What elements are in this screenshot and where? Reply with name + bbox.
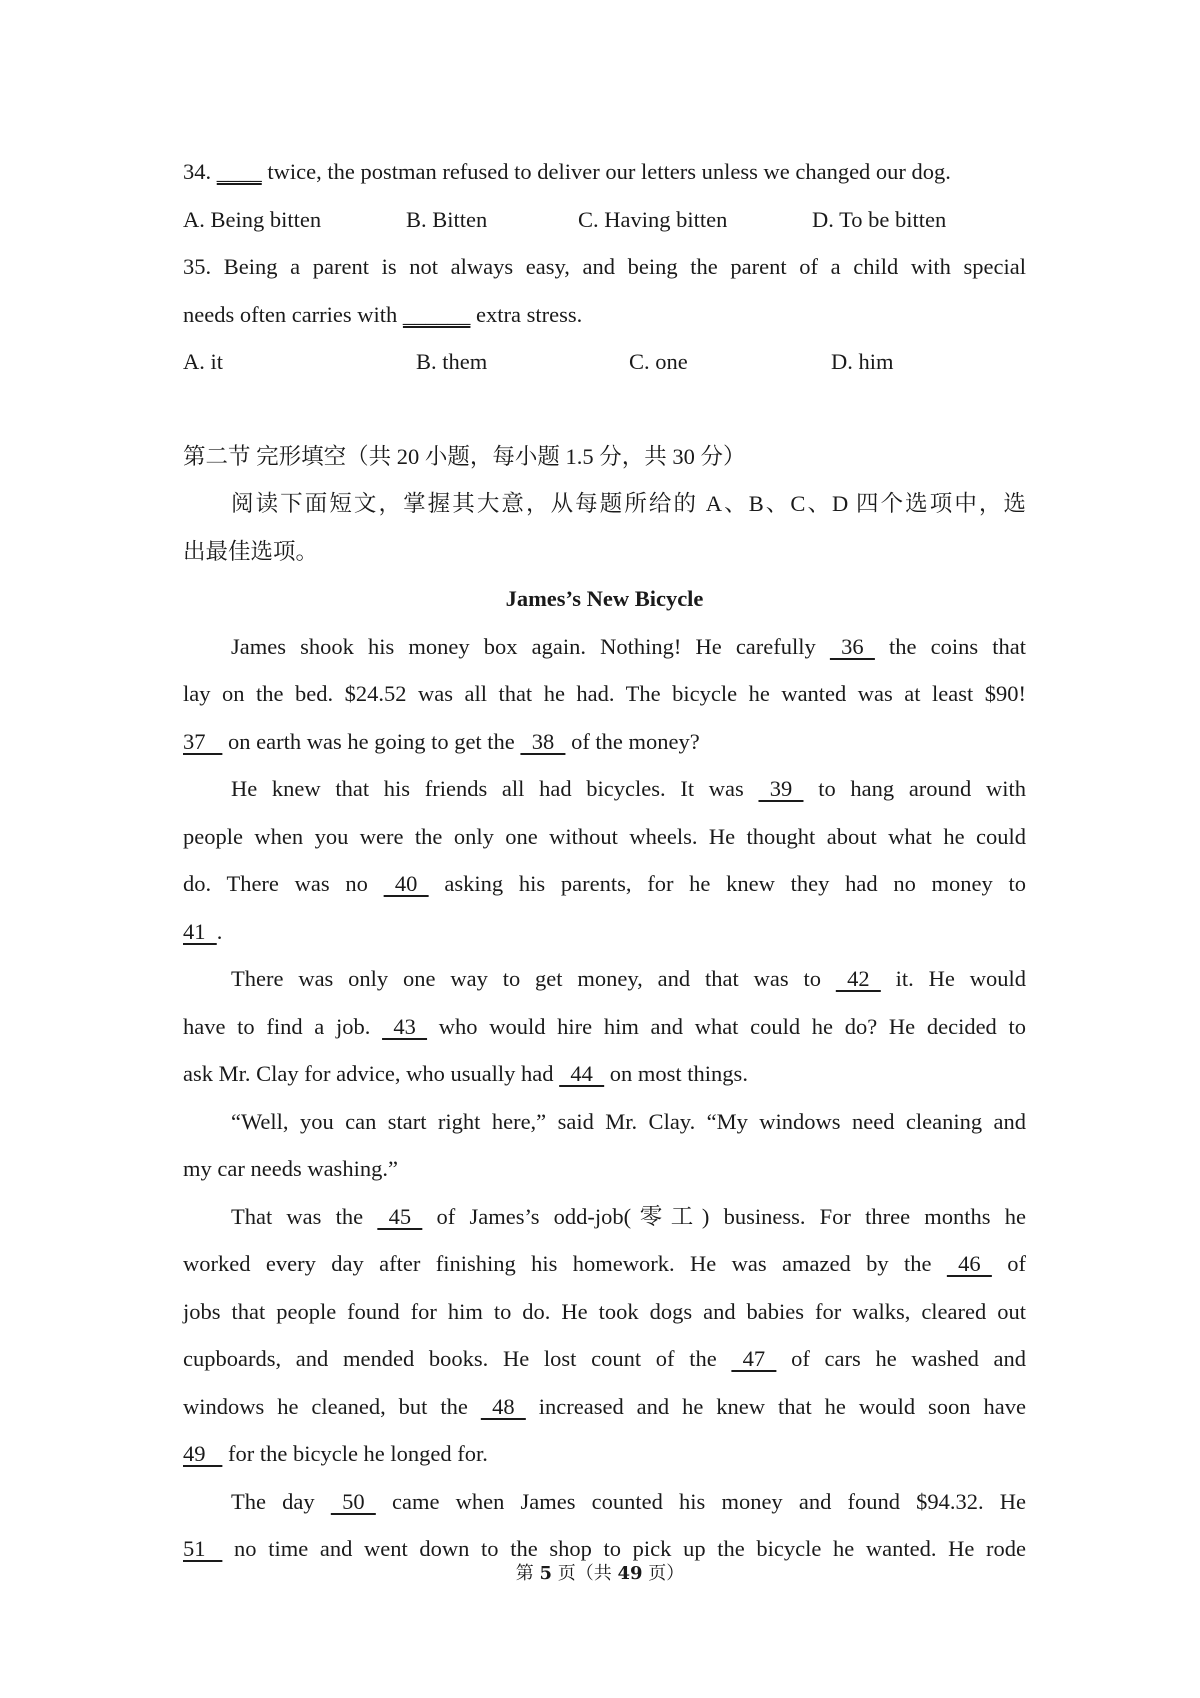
page-footer: [0, 1562, 1200, 1586]
question-35-options: [183, 338, 1026, 386]
passage-text: who would hire him and what could he do? He decided to: [438, 1013, 1027, 1039]
blank-38: 38: [520, 728, 566, 754]
option-d: D. him: [831, 349, 894, 374]
blank-49: 49: [183, 1441, 223, 1466]
p3-line-1: [183, 955, 1026, 1003]
passage-text: James shook his money box again. Nothing! He carefully: [231, 633, 816, 659]
passage-text: have to find a job.: [183, 1013, 371, 1039]
passage-text: increased and he knew that he would soon have: [538, 1393, 1026, 1419]
question-text: extra stress.: [476, 301, 583, 327]
passage-text: it. He would: [895, 966, 1026, 991]
blank-40: 40: [383, 871, 429, 896]
passage-text: on most things.: [609, 1061, 748, 1086]
question-34-options: [183, 196, 1026, 244]
passage-text: on earth was he going to get the: [228, 728, 515, 754]
p5-line-4: [183, 1335, 1026, 1383]
passage-text: He knew that his friends all had bicycles. It was: [231, 776, 744, 801]
p1-line-1: [183, 623, 1026, 671]
section-instruction-line-1: [183, 480, 1026, 528]
passage-text: There was only one way to get money, and that was to: [231, 966, 821, 991]
page-content: [183, 148, 1026, 1573]
passage-title: James’s New Bicycle: [505, 586, 704, 611]
option-c: C. one: [629, 349, 688, 374]
option-a: A. it: [183, 349, 224, 374]
p4-line-1: [183, 1098, 1026, 1146]
blank-42: 42: [835, 966, 881, 991]
question-35-line-2: [183, 291, 1026, 339]
passage-text: windows he cleaned, but the: [183, 1393, 468, 1419]
p5-line-2: [183, 1240, 1026, 1288]
p2-line-4: [183, 908, 1026, 956]
blank-41: 41: [183, 918, 217, 944]
passage-text: .: [216, 918, 223, 944]
p1-line-3: [183, 718, 1026, 766]
passage-text: for the bicycle he longed for.: [228, 1441, 488, 1466]
blank-47: 47: [731, 1346, 777, 1371]
p4-line-2: my car needs washing.”: [183, 1156, 398, 1181]
passage-text: of James’s odd-job(零工) business. For three months he: [436, 1203, 1026, 1229]
question-text: 35. Being a parent is not always easy, and being the parent of a child with special: [183, 254, 1026, 279]
p2-line-1: [183, 765, 1026, 813]
question-number: 34.: [183, 159, 212, 184]
p5-line-6: [183, 1430, 1026, 1478]
question-text: twice, the postman refused to deliver our letters unless we changed our dog.: [267, 159, 951, 184]
question-text: needs often carries with: [183, 301, 398, 327]
passage-text: people when you were the only one without wheels. He thought about what he could: [183, 823, 1026, 849]
p6-line-1: [183, 1478, 1026, 1526]
passage-text: of cars he washed and: [791, 1346, 1027, 1371]
total-pages: 49: [617, 1563, 643, 1584]
passage-text: of the money?: [571, 728, 700, 754]
blank-43: 43: [382, 1013, 428, 1039]
blank-50: 50: [330, 1488, 376, 1514]
page-number: 5: [539, 1563, 552, 1584]
p3-line-2: [183, 1003, 1026, 1051]
p1-line-2: [183, 670, 1026, 718]
passage-text: came when James counted his money and found $94.32. He: [391, 1488, 1027, 1514]
option-d: D. To be bitten: [812, 206, 947, 232]
footer-text: 页（共: [557, 1563, 612, 1584]
option-c: C. Having bitten: [578, 206, 728, 232]
passage-text: ask Mr. Clay for advice, who usually had: [183, 1061, 554, 1086]
passage-text: worked every day after finishing his homework. He was amazed by the: [183, 1251, 932, 1276]
passage-text: cupboards, and mended books. He lost count of the: [183, 1346, 717, 1371]
footer-text: 页）: [648, 1563, 685, 1584]
p5-line-5: [183, 1383, 1026, 1431]
instruction-text: 阅读下面短文，掌握其大意，从每题所给的 A、B、C、D 四个选项中，选: [231, 491, 1026, 516]
passage-text: That was the: [231, 1203, 364, 1229]
passage-text: do. There was no: [183, 871, 368, 896]
p3-line-3: [183, 1050, 1026, 1098]
passage-text: the coins that: [889, 633, 1026, 659]
footer-text: 第: [515, 1563, 534, 1584]
answer-blank: ______: [402, 301, 471, 327]
passage-text: to hang around with: [818, 776, 1026, 801]
passage-text: asking his parents, for he knew they had no money to: [444, 871, 1027, 896]
passage-text: lay on the bed. $24.52 was all that he had. The bicycle he wanted was at least $90!: [183, 681, 1026, 706]
answer-blank: ____: [216, 159, 262, 184]
blank-39: 39: [758, 776, 804, 801]
blank-37: 37: [183, 728, 223, 754]
p5-line-3: [183, 1288, 1026, 1336]
passage-text: of: [1007, 1251, 1026, 1276]
passage-text: “Well, you can start right here,” said Mr. Clay. “My windows need cleaning and: [231, 1108, 1026, 1134]
question-35-line-1: [183, 243, 1026, 291]
blank-45: 45: [377, 1203, 423, 1229]
blank-46: 46: [946, 1251, 992, 1276]
option-b: B. them: [416, 349, 488, 374]
passage-text: no time and went down to the shop to pick up the bicycle he wanted. He rode: [234, 1536, 1027, 1561]
blank-44: 44: [559, 1061, 605, 1086]
blank-51: 51: [183, 1536, 223, 1561]
section-heading: 第二节 完形填空（共 20 小题，每小题 1.5 分，共 30 分）: [183, 443, 746, 469]
passage-text: jobs that people found for him to do. He took dogs and babies for walks, cleared out: [183, 1298, 1026, 1324]
p2-line-3: [183, 860, 1026, 908]
blank-36: 36: [829, 633, 875, 659]
blank-48: 48: [480, 1393, 526, 1419]
p5-line-1: [183, 1193, 1026, 1241]
option-b: B. Bitten: [406, 206, 488, 232]
option-a: A. Being bitten: [183, 206, 322, 232]
question-34: [183, 148, 1026, 196]
section-instruction-line-2: 出最佳选项。: [183, 538, 319, 564]
p2-line-2: [183, 813, 1026, 861]
passage-text: The day: [231, 1488, 315, 1514]
